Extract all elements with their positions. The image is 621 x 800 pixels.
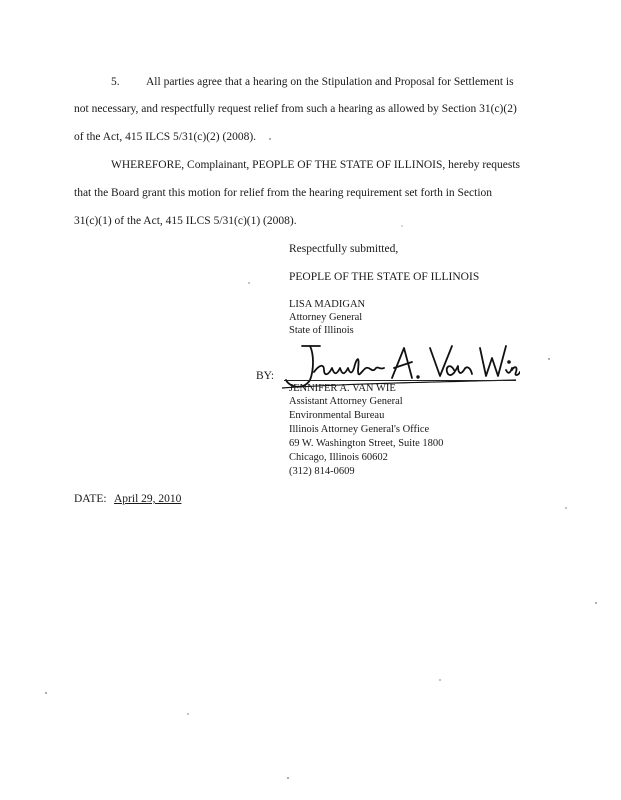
signer-name: JENNIFER A. VAN WIE xyxy=(289,383,396,394)
party-name: PEOPLE OF THE STATE OF ILLINOIS xyxy=(289,271,480,283)
bureau-name: Environmental Bureau xyxy=(289,410,385,421)
by-label: BY: xyxy=(256,370,275,382)
office-name: Illinois Attorney General's Office xyxy=(289,424,430,435)
paragraph5-line2: not necessary, and respectfully request relief from such a hearing as allowed by Section 31(c)(2) xyxy=(74,103,517,115)
city-address: Chicago, Illinois 60602 xyxy=(289,452,388,463)
street-address: 69 W. Washington Street, Suite 1800 xyxy=(289,438,444,449)
signer-title: Assistant Attorney General xyxy=(289,396,403,407)
wherefore-line2: that the Board grant this motion for relief from the hearing requirement set forth in Section xyxy=(74,187,493,199)
attorney-general-state: State of Illinois xyxy=(289,325,354,336)
attorney-general-title: Attorney General xyxy=(289,312,363,323)
phone-number: (312) 814-0609 xyxy=(289,466,355,477)
attorney-general-name: LISA MADIGAN xyxy=(289,299,366,310)
closing-text: Respectfully submitted, xyxy=(289,243,399,255)
wherefore-line1: WHEREFORE, Complainant, PEOPLE OF THE STATE OF ILLINOIS, hereby requests xyxy=(111,159,520,171)
paragraph5-line1: All parties agree that a hearing on the Stipulation and Proposal for Settlement is xyxy=(146,76,514,88)
date-label: DATE: xyxy=(74,493,107,505)
paragraph-number: 5. xyxy=(111,76,120,88)
wherefore-line3: 31(c)(1) of the Act, 415 ILCS 5/31(c)(1) (2008). xyxy=(74,215,297,227)
date-value: April 29, 2010 xyxy=(114,493,182,505)
paragraph5-line3: of the Act, 415 ILCS 5/31(c)(2) (2008). xyxy=(74,131,257,143)
